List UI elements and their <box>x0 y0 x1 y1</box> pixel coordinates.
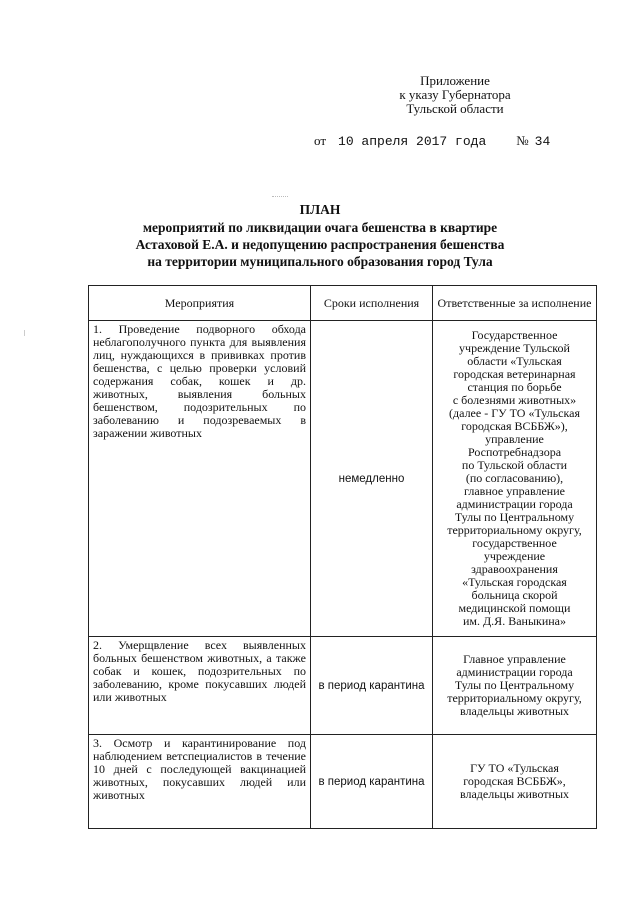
decree-date-line <box>314 133 550 149</box>
responsible-line: (по согласованию), <box>465 471 564 485</box>
plan-table <box>88 285 597 829</box>
responsible-cell <box>433 735 597 829</box>
responsible-line: учреждение <box>483 549 546 563</box>
title-line: Астаховой Е.А. и недопущению распространения бешенства <box>135 237 505 252</box>
title-line: мероприятий по ликвидации очага бешенства в квартире <box>142 220 498 235</box>
responsible-line: управление <box>485 432 544 446</box>
responsible-line: «Тульская городская <box>462 575 567 589</box>
responsible-line: городская ВСББЖ», <box>463 774 566 788</box>
table-row <box>89 637 597 735</box>
responsible-line: с болезнями животных» <box>452 393 577 407</box>
header-responsible: Ответственные за исполнение <box>433 286 597 321</box>
responsible-line: главное управление <box>464 484 565 498</box>
responsible-line: городская ветеринарная <box>453 367 576 381</box>
responsible-cell <box>433 637 597 735</box>
responsible-line: (далее - ГУ ТО «Тульская <box>449 406 580 420</box>
header-measures: Мероприятия <box>89 286 311 321</box>
title-plan: ПЛАН <box>299 202 341 217</box>
table-row <box>89 735 597 829</box>
responsible-line: Тулы по Центральному <box>454 678 575 692</box>
responsible-line: ГУ ТО «Тульская <box>470 761 559 775</box>
term-cell: в период карантина <box>311 735 433 829</box>
responsible-line: станция по борьбе <box>467 380 562 394</box>
responsible-line: владельцы животных <box>459 787 570 801</box>
from-label: от <box>314 133 327 148</box>
responsible-line: администрации города <box>456 497 573 511</box>
appendix-line: к указу Губернатора <box>399 87 511 102</box>
responsible-line: медицинской помощи <box>458 601 571 615</box>
responsible-line: государственное <box>472 536 557 550</box>
responsible-cell <box>433 321 597 637</box>
appendix-block <box>370 74 540 116</box>
measure-cell: 2. Умерщвление всех выявленных больных бешенством животных, а также собак и кошек, подозрительных по заболеванию, кроме покусавших людей или животных <box>89 637 311 735</box>
responsible-line: по Тульской области <box>461 458 568 472</box>
document-title <box>90 201 550 270</box>
measure-cell: 3. Осмотр и карантинирование под наблюдением ветспециалистов в течение 10 дней с последующей вакцинацией животных, покусавших людей или животных <box>89 735 311 829</box>
scan-speck <box>272 196 288 198</box>
appendix-line: Приложение <box>420 73 490 88</box>
responsible-line: здравоохранения <box>471 562 558 576</box>
responsible-line: владельцы животных <box>459 704 570 718</box>
responsible-line: им. Д.Я. Ваныкина» <box>462 614 567 628</box>
title-line: на территории муниципального образования город Тула <box>147 254 493 269</box>
term-cell: в период карантина <box>311 637 433 735</box>
appendix-line: Тульской области <box>406 101 504 116</box>
responsible-line: городская ВСББЖ»), <box>461 419 568 433</box>
table-header-row <box>89 286 597 321</box>
header-terms: Сроки исполнения <box>311 286 433 321</box>
scan-mark <box>24 330 25 336</box>
number-label: № <box>516 133 529 148</box>
responsible-line: учреждение Тульской <box>459 341 570 355</box>
responsible-line: области «Тульская <box>467 354 562 368</box>
responsible-line: Роспотребнадзора <box>467 445 562 459</box>
responsible-line: Тулы по Центральному <box>454 510 575 524</box>
responsible-line: территориальному округу, <box>447 691 582 705</box>
decree-date: 10 апреля 2017 года <box>338 134 487 149</box>
responsible-line: больница скорой <box>471 588 558 602</box>
term-cell: немедленно <box>311 321 433 637</box>
decree-number: 34 <box>534 134 551 149</box>
responsible-line: Главное управление <box>463 652 566 666</box>
responsible-line: территориальному округу, <box>447 523 582 537</box>
responsible-line: администрации города <box>456 665 573 679</box>
table-row <box>89 321 597 637</box>
measure-cell: 1. Проведение подворного обхода неблагополучного пункта для выявления лиц, нуждающихся в прививках против бешенства, с целью проверки условий содержания собак, кошек и др. животных, выявления больных бешенством, подозрительных по заболеванию и подозреваемых в заражении животных <box>89 321 311 637</box>
responsible-line: Государственное <box>471 328 558 342</box>
